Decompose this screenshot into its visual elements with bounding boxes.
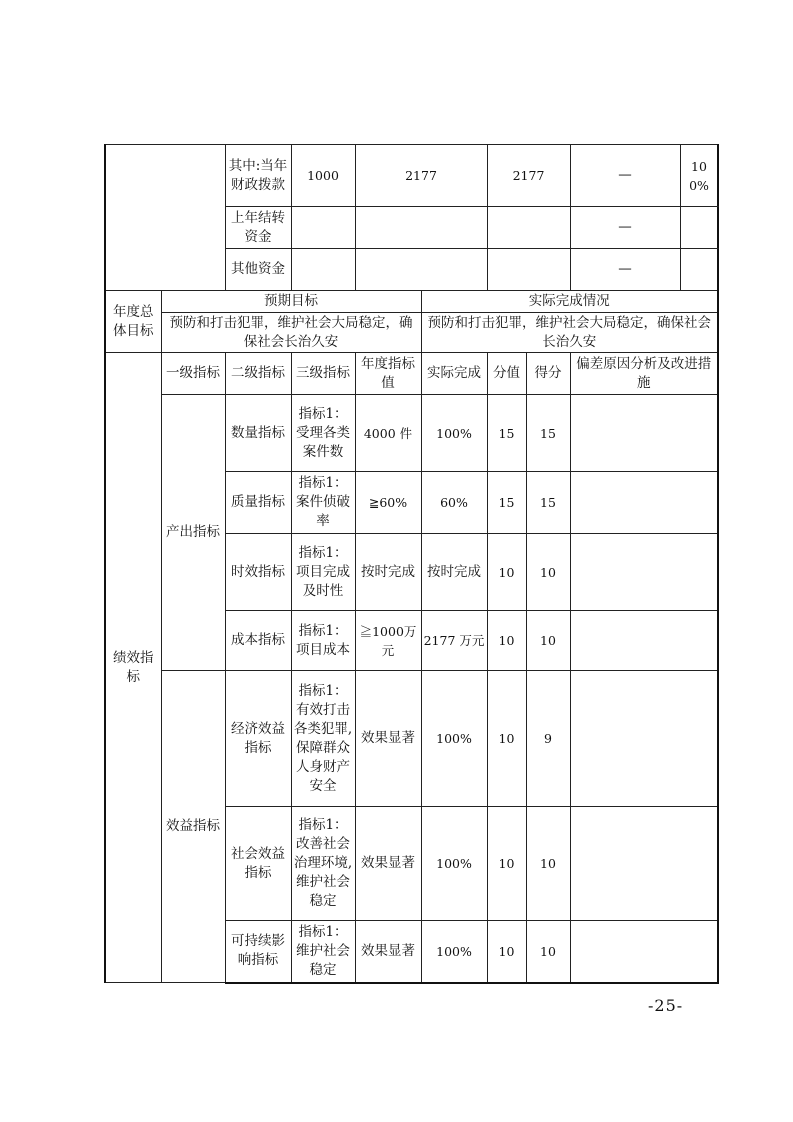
level2-cell: 社会效益指标 [225, 807, 291, 921]
actual-result-text: 预防和打击犯罪，维护社会大局稳定，确保社会长治久安 [421, 313, 718, 353]
benefit-indicators-label: 效益指标 [161, 671, 225, 983]
other-full-year-budget [355, 249, 487, 291]
analysis-cell [570, 671, 718, 807]
fiscal-full-year-budget: 2177 [355, 145, 487, 207]
target-cell: ≧60% [355, 472, 421, 534]
score-cell: 10 [526, 534, 570, 611]
fiscal-score: — [570, 145, 680, 207]
actual-cell: 100% [421, 671, 487, 807]
level3-cell: 指标1：改善社会治理环境,维护社会稳定 [291, 807, 355, 921]
overall-goal-label: 年度总体目标 [105, 291, 161, 353]
weight-cell: 15 [487, 472, 526, 534]
target-cell: ≧1000万元 [355, 611, 421, 671]
actual-cell: 100% [421, 807, 487, 921]
other-score: — [570, 249, 680, 291]
actual-cell: 按时完成 [421, 534, 487, 611]
header-score: 得分 [526, 353, 570, 395]
analysis-cell [570, 611, 718, 671]
header-actual: 实际完成 [421, 353, 487, 395]
other-label: 其他资金 [225, 249, 291, 291]
level3-cell: 指标1：项目成本 [291, 611, 355, 671]
score-cell: 9 [526, 671, 570, 807]
target-cell: 效果显著 [355, 671, 421, 807]
level2-cell: 质量指标 [225, 472, 291, 534]
header-level3: 三级指标 [291, 353, 355, 395]
carryover-score: — [570, 207, 680, 249]
table-row [105, 671, 718, 807]
analysis-cell [570, 395, 718, 472]
header-target: 年度指标值 [355, 353, 421, 395]
perf-indicators-label: 绩效指标 [105, 353, 161, 983]
score-cell: 15 [526, 472, 570, 534]
header-analysis: 偏差原因分析及改进措施 [570, 353, 718, 395]
level2-cell: 可持续影响指标 [225, 921, 291, 983]
carryover-rate [680, 207, 718, 249]
weight-cell: 15 [487, 395, 526, 472]
target-cell: 效果显著 [355, 921, 421, 983]
header-weight: 分值 [487, 353, 526, 395]
level2-cell: 成本指标 [225, 611, 291, 671]
weight-cell: 10 [487, 671, 526, 807]
carryover-executed [487, 207, 570, 249]
fiscal-label: 其中:当年财政拨款 [225, 145, 291, 207]
table-row [105, 395, 718, 472]
weight-cell: 10 [487, 807, 526, 921]
level3-cell: 指标1：有效打击各类犯罪,保障群众人身财产安全 [291, 671, 355, 807]
actual-cell: 100% [421, 395, 487, 472]
level3-cell: 指标1：受理各类案件数 [291, 395, 355, 472]
actual-cell: 100% [421, 921, 487, 983]
score-cell: 15 [526, 395, 570, 472]
carryover-full-year-budget [355, 207, 487, 249]
fiscal-funds-row [105, 145, 718, 207]
score-cell: 10 [526, 807, 570, 921]
weight-cell: 10 [487, 611, 526, 671]
score-cell: 10 [526, 921, 570, 983]
actual-result-header: 实际完成情况 [421, 291, 718, 313]
overall-goal-content-row [105, 313, 718, 353]
fiscal-annual-budget: 1000 [291, 145, 355, 207]
overall-goal-header-row [105, 291, 718, 313]
page-number: -25- [648, 996, 684, 1015]
expected-goal-header: 预期目标 [161, 291, 421, 313]
analysis-cell [570, 921, 718, 983]
score-cell: 10 [526, 611, 570, 671]
level2-cell: 数量指标 [225, 395, 291, 472]
other-annual-budget [291, 249, 355, 291]
analysis-cell [570, 534, 718, 611]
actual-cell: 2177 万元 [421, 611, 487, 671]
level2-cell: 经济效益指标 [225, 671, 291, 807]
actual-cell: 60% [421, 472, 487, 534]
target-cell: 按时完成 [355, 534, 421, 611]
other-executed [487, 249, 570, 291]
target-cell: 效果显著 [355, 807, 421, 921]
funds-blank-cell [105, 145, 225, 291]
other-rate [680, 249, 718, 291]
perf-header-row [105, 353, 718, 395]
target-cell: 4000 件 [355, 395, 421, 472]
analysis-cell [570, 807, 718, 921]
level3-cell: 指标1：项目完成及时性 [291, 534, 355, 611]
level3-cell: 指标1：案件侦破率 [291, 472, 355, 534]
analysis-cell [570, 472, 718, 534]
carryover-annual-budget [291, 207, 355, 249]
weight-cell: 10 [487, 534, 526, 611]
weight-cell: 10 [487, 921, 526, 983]
header-level1: 一级指标 [161, 353, 225, 395]
level2-cell: 时效指标 [225, 534, 291, 611]
level3-cell: 指标1：维护社会稳定 [291, 921, 355, 983]
fiscal-rate: 100% [680, 145, 718, 207]
fiscal-executed: 2177 [487, 145, 570, 207]
expected-goal-text: 预防和打击犯罪，维护社会大局稳定，确保社会长治久安 [161, 313, 421, 353]
performance-evaluation-table [104, 144, 719, 984]
header-level2: 二级指标 [225, 353, 291, 395]
carryover-label: 上年结转资金 [225, 207, 291, 249]
output-indicators-label: 产出指标 [161, 395, 225, 671]
